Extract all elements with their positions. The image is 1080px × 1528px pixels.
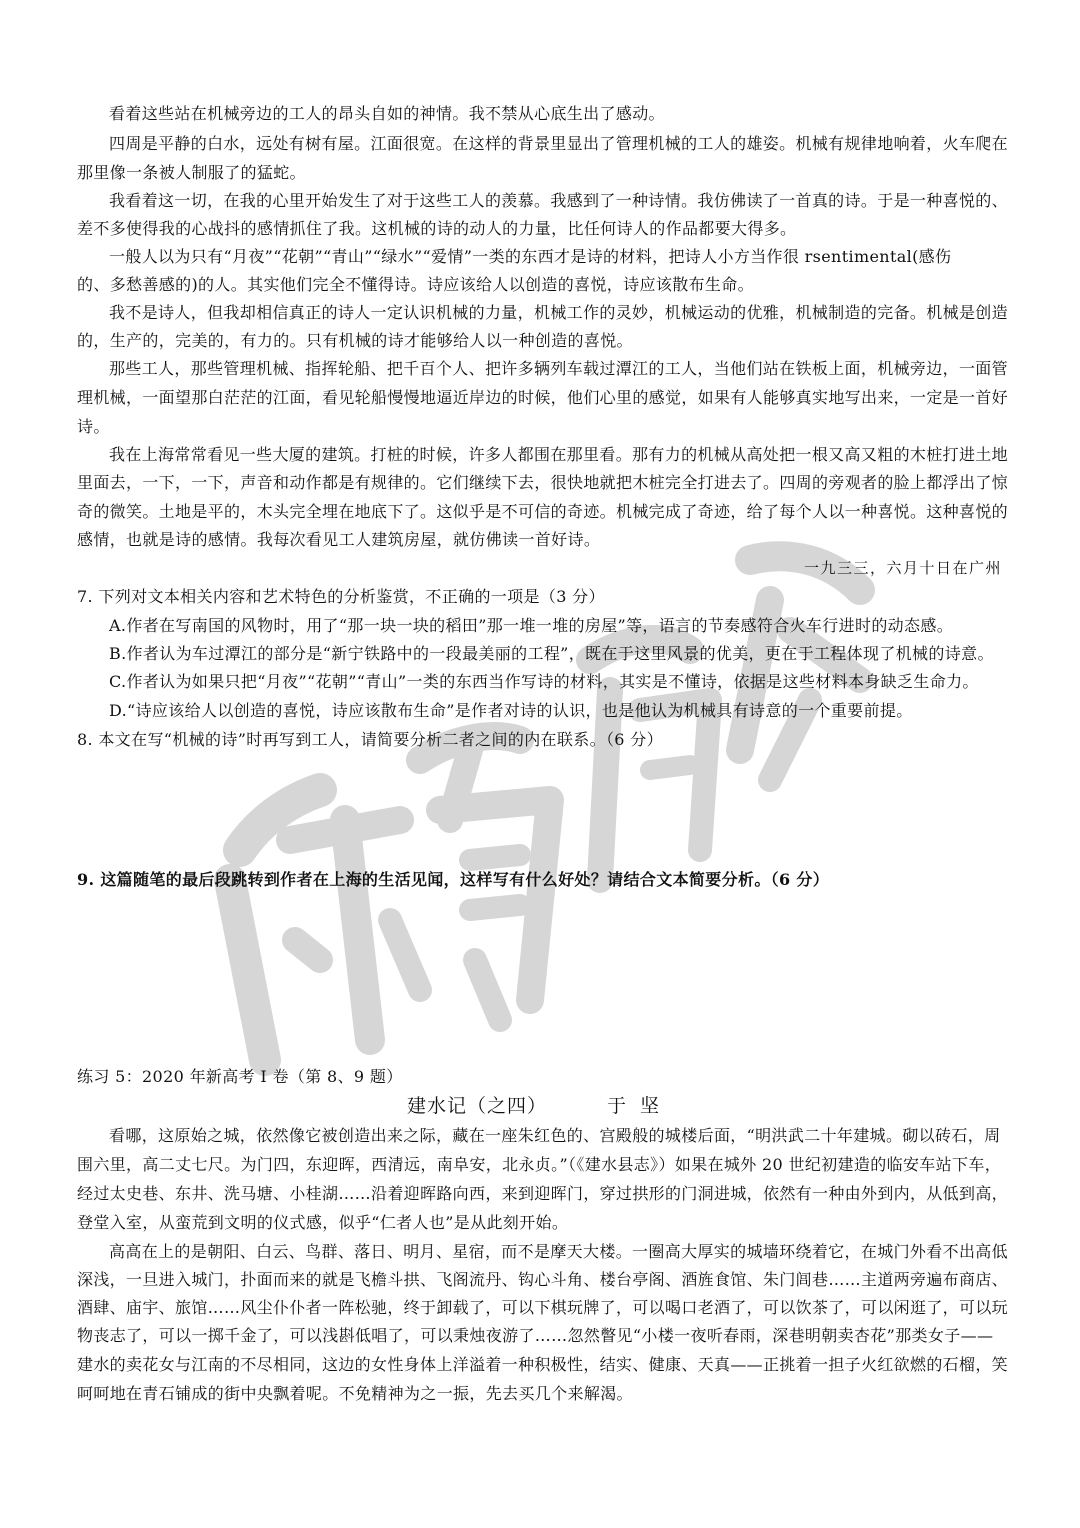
passage1-p7-line3: 奇的微笑。土地是平的，木头完全埋在地底下了。这似乎是不可信的奇迹。机械完成了奇迹，给了每个人以一种喜悦。这种喜悦的 xyxy=(77,502,1009,521)
exercise5-p2-line2: 深浅，一旦进入城门，扑面而来的就是飞檐斗拱、飞阁流丹、钩心斗角、楼台亭阁、酒旌食馆、朱门闾巷……主道两旁遍布商店、 xyxy=(77,1270,1009,1289)
passage1-p6-line2: 理机械，一面望那白茫茫的江面，看见轮船慢慢地逼近岸边的时候，他们心里的感觉，如果有人能够真实地写出来，一定是一首好 xyxy=(77,388,1009,407)
exercise5-p1-line4: 登堂入室，从蛮荒到文明的仪式感，似乎“仁者人也”是从此刻开始。 xyxy=(77,1213,569,1232)
passage1-p7-line4: 感情，也就是诗的感情。我每次看见工人建筑房屋，就仿佛读一首好诗。 xyxy=(77,530,601,549)
exercise5-p1-line1: 看哪，这原始之城，依然像它被创造出来之际，藏在一座朱红色的、宫殿般的城楼后面，“明洪武二十年建城。砌以砖石，周 xyxy=(109,1126,1001,1145)
exercise5-p2-line4: 物丧志了，可以一掷千金了，可以浅斟低唱了，可以秉烛夜游了……忽然瞥见“小楼一夜听春雨，深巷明朝卖杏花”那类女子—— xyxy=(77,1326,994,1345)
exercise5-title-line xyxy=(0,1094,1080,1118)
question-8: 8. 本文在写“机械的诗”时再写到工人，请简要分析二者之间的内在联系。（6 分） xyxy=(77,730,663,749)
exercise5-p2-line6: 呵呵地在青石铺成的街中央飘着呢。不免精神为之一振，先去买几个来解渴。 xyxy=(77,1384,633,1403)
passage1-p2-line2: 那里像一条被人制服了的猛蛇。 xyxy=(77,163,306,182)
question-7: 7. 下列对文本相关内容和艺术特色的分析鉴赏，不正确的一项是（3 分） xyxy=(77,587,605,606)
exercise5-title: 建水记（之四） xyxy=(406,1095,547,1117)
passage1-p2-line1: 四周是平静的白水，远处有树有屋。江面很宽。在这样的背景里显出了管理机械的工人的雄姿。机械有规律地响着，火车爬在 xyxy=(109,134,1008,153)
passage1-p5-line2: 的，生产的，完美的，有力的。只有机械的诗才能够给人以一种创造的喜悦。 xyxy=(77,331,633,350)
passage1-p4-line2: 的、多愁善感的)的人。其实他们完全不懂得诗。诗应该给人以创造的喜悦，诗应该散布生命。 xyxy=(77,275,754,294)
passage1-p3-line1: 我看着这一切，在我的心里开始发生了对于这些工人的羡慕。我感到了一种诗情。我仿佛读了一首真的诗。于是一种喜悦的、 xyxy=(109,191,1008,210)
exercise5-p1-line2: 围六里，高二丈七尺。为门四，东迎晖，西清远，南阜安，北永贞。”（《建水县志》）如果在城外 20 世纪初建造的临安车站下车， xyxy=(77,1155,1002,1174)
passage1-p5-line1: 我不是诗人，但我却相信真正的诗人一定认识机械的力量，机械工作的灵妙，机械运动的优雅，机械制造的完备。机械是创造 xyxy=(109,303,1008,322)
passage1-p1: 看着这些站在机械旁边的工人的昂头自如的神情。我不禁从心底生出了感动。 xyxy=(109,104,665,123)
passage1-p6-line3: 诗。 xyxy=(77,417,110,436)
passage1-p6-line1: 那些工人，那些管理机械、指挥轮船、把千百个人、把许多辆列车载过潭江的工人，当他们站在铁板上面，机械旁边，一面管 xyxy=(109,359,1008,378)
exercise5-p2-line3: 酒肆、庙宇、旅馆……风尘仆仆者一阵松驰，终于卸载了，可以下棋玩牌了，可以喝口老酒了，可以饮茶了，可以闲逛了，可以玩 xyxy=(77,1298,1009,1317)
exercise5-header: 练习 5：2020 年新高考 I 卷（第 8、9 题） xyxy=(77,1067,403,1086)
question-7-option-a: A.作者在写南国的风物时，用了“那一块一块的稻田”那一堆一堆的房屋”等，语言的节奏感符合火车行进时的动态感。 xyxy=(109,616,954,635)
passage1-p7-line1: 我在上海常常看见一些大厦的建筑。打桩的时候，许多人都围在那里看。那有力的机械从高处把一根又高又粗的木桩打进土地 xyxy=(109,445,1008,464)
passage1-p4-line1: 一般人以为只有“月夜”“花朝”“青山”“绿水”“爱情”一类的东西才是诗的材料，把诗人小方当作很 rsentimental(感伤 xyxy=(109,247,952,266)
exercise5-p2-line1: 高高在上的是朝阳、白云、鸟群、落日、明月、星宿，而不是摩天大楼。一圈高大厚实的城墙环绕着它，在城门外看不出高低 xyxy=(109,1242,1008,1261)
exercise5-p1-line3: 经过太史巷、东井、洗马塘、小桂湖……沿着迎晖路向西，来到迎晖门，穿过拱形的门洞进城，依然有一种由外到内，从低到高， xyxy=(77,1184,1009,1203)
question-7-option-d: D.“诗应该给人以创造的喜悦，诗应该散布生命”是作者对诗的认识，也是他认为机械具有诗意的一个重要前提。 xyxy=(109,701,913,720)
question-7-option-c: C.作者认为如果只把“月夜”“花朝”“青山”一类的东西当作写诗的材料，其实是不懂诗，依据是这些材料本身缺乏生命力。 xyxy=(109,672,979,691)
passage1-p7-line2: 里面去，一下，一下，声音和动作都是有规律的。它们继续下去，很快地就把木桩完全打进去了。四周的旁观者的脸上都浮出了惊 xyxy=(77,473,1009,492)
passage1-signature: 一九三三，六月十日在广州 xyxy=(803,559,1002,577)
question-7-option-b: B.作者认为车过潭江的部分是“新宁铁路中的一段最美丽的工程”，既在于这里风景的优美，更在于工程体现了机械的诗意。 xyxy=(109,644,994,663)
exercise5-author: 于坚 xyxy=(607,1095,674,1117)
question-9: 9. 这篇随笔的最后段跳转到作者在上海的生活见闻，这样写有什么好处？请结合文本简要分析。（6 分） xyxy=(77,870,830,889)
exercise5-p2-line5: 建水的卖花女与江南的不尽相同，这边的女性身体上洋溢着一种积极性，结实、健康、天真——正挑着一担子火红欲燃的石榴，笑 xyxy=(77,1355,1009,1374)
passage1-p3-line2: 差不多使得我的心战抖的感情抓住了我。这机械的诗的动人的力量，比任何诗人的作品都要大得多。 xyxy=(77,219,797,238)
